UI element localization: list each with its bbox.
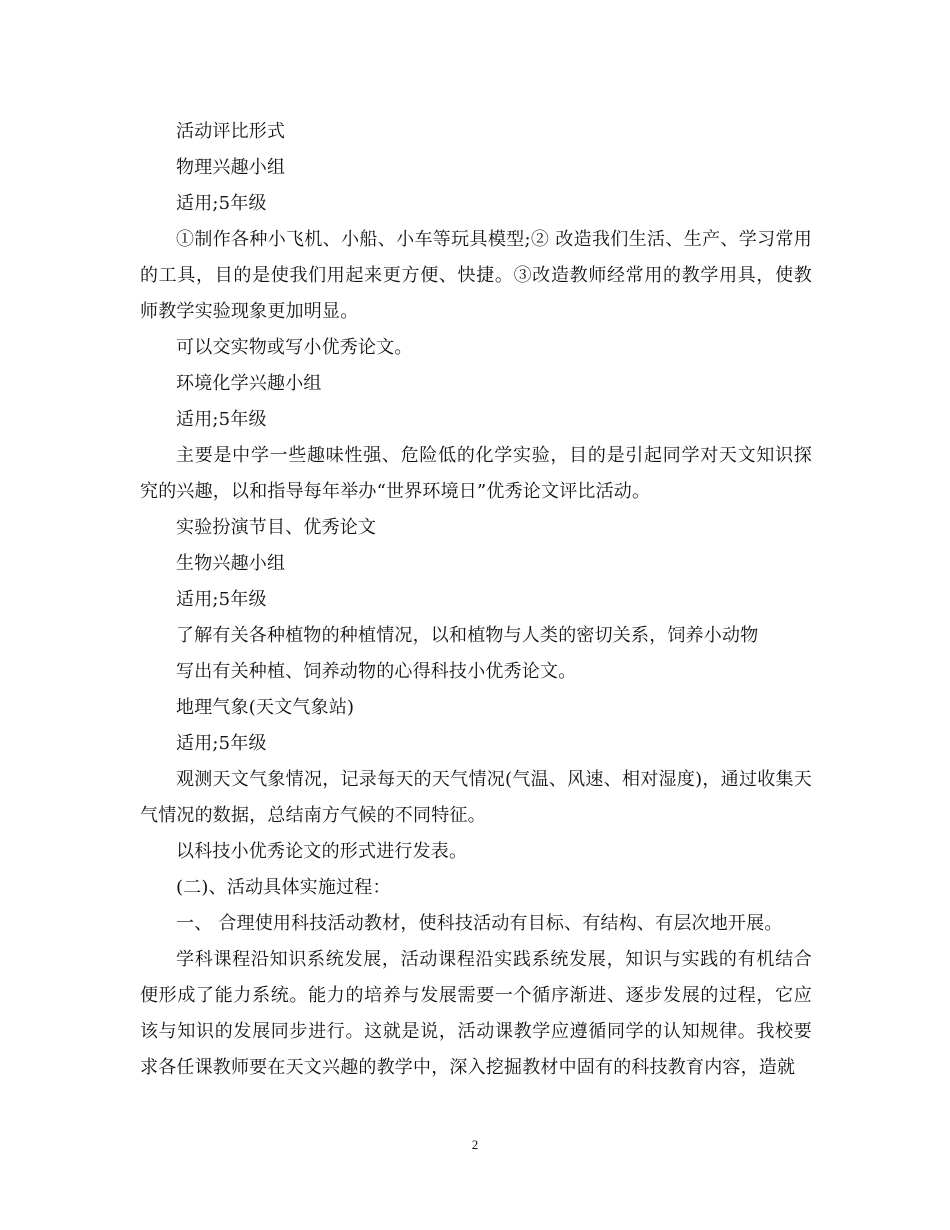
paragraph-geography-submission: 以科技小优秀论文的形式进行发表。 [176, 841, 468, 862]
paragraph-chemistry-group-heading: 环境化学兴趣小组 [176, 373, 322, 394]
paragraph-geography-grade: 适用;5年级 [176, 733, 267, 754]
paragraph-biology-grade: 适用;5年级 [176, 589, 267, 610]
paragraph-geography-group-heading: 地理气象(天文气象站) [176, 697, 355, 718]
paragraph-implementation-heading: (二)、活动具体实施过程： [176, 877, 391, 898]
paragraph-physics-content: ①制作各种小飞机、小船、小车等玩具模型;② 改造我们生活、生产、学习常用的工具，目的是使我们用起来更方便、快捷。③改造教师经常用的教学用具，使教师教学实验现象更加明显。 [140, 229, 812, 322]
paragraph-geography-content: 观测天文气象情况，记录每天的天气情况(气温、风速、相对湿度)，通过收集天气情况的数据，总结南方气候的不同特征。 [140, 769, 812, 826]
page-number: 2 [471, 1137, 479, 1152]
paragraph-chemistry-content: 主要是中学一些趣味性强、危险低的化学实验，目的是引起同学对天文知识探究的兴趣，以和指导每年举办“世界环境日”优秀论文评比活动。 [140, 445, 812, 502]
paragraph-chemistry-grade: 适用;5年级 [176, 409, 267, 430]
paragraph-implementation-point-one: 一、 合理使用科技活动教材，使科技活动有目标、有结构、有层次地开展。 [176, 913, 783, 934]
paragraph-curriculum-explanation: 学科课程沿知识系统发展，活动课程沿实践系统发展，知识与实践的有机结合便形成了能力系统。能力的培养与发展需要一个循序渐进、逐步发展的过程，它应该与知识的发展同步进行。这就是说，活动课教学应遵循同学的认知规律。我校要求各任课教师要在天文兴趣的教学中，深入挖掘教材中固有的科技教育内容，造就 [140, 949, 812, 1078]
paragraph-biology-group-heading: 生物兴趣小组 [176, 553, 286, 574]
paragraph-physics-submission: 可以交实物或写小优秀论文。 [176, 337, 413, 358]
document-body [140, 114, 812, 1086]
paragraph-physics-group-heading: 物理兴趣小组 [176, 157, 286, 178]
paragraph-biology-content: 了解有关各种植物的种植情况，以和植物与人类的密切关系，饲养小动物 [176, 625, 759, 646]
paragraph-biology-submission: 写出有关种植、饲养动物的心得科技小优秀论文。 [176, 661, 577, 682]
paragraph-chemistry-submission: 实验扮演节目、优秀论文 [176, 517, 377, 538]
paragraph-physics-grade: 适用;5年级 [176, 193, 267, 214]
paragraph-activity-evaluation-heading: 活动评比形式 [176, 121, 286, 142]
